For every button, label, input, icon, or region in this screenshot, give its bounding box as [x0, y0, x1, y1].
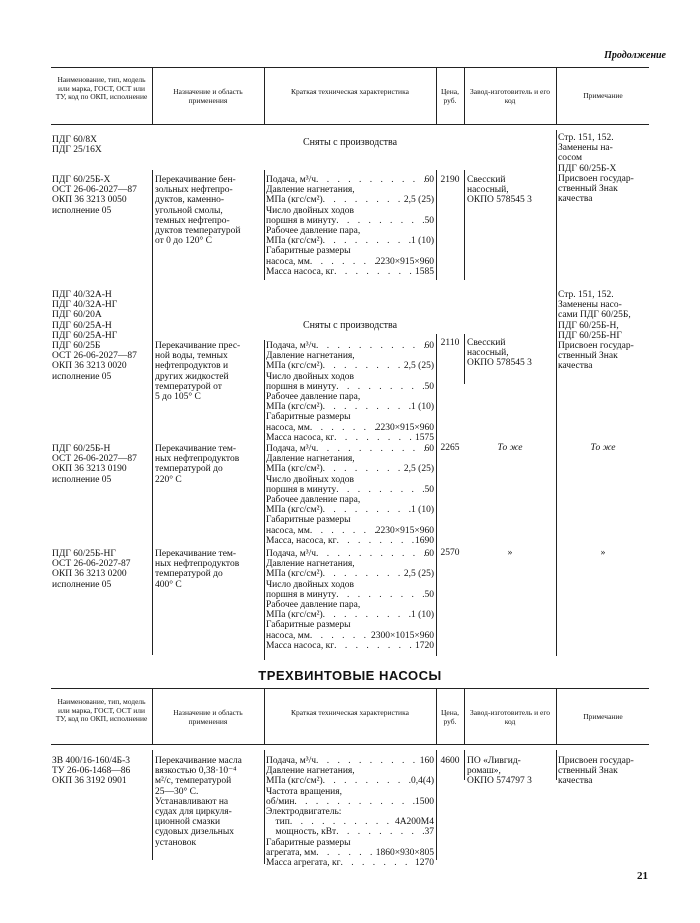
header-note: Примечание — [583, 712, 623, 721]
spec-leader-dots — [334, 641, 415, 651]
spec-leader-dots — [323, 236, 411, 246]
spec-leader-dots — [323, 505, 411, 515]
row-names: ПДГ 60/25Б-Н ОСТ 26-06-2027—87 ОКП 36 3213 0190 исполнение 05 — [52, 444, 137, 485]
spec-leader-dots — [323, 402, 411, 412]
spec-leader-dots — [323, 361, 404, 371]
spec-label: Подача, м³/ч — [266, 175, 317, 185]
rule — [51, 67, 649, 68]
spec-value: 1500 — [415, 796, 434, 807]
row-names: ПДГ 60/25Б-Х ОСТ 26-06-2027—87 ОКП 36 3213 0050 исполнение 05 — [52, 175, 137, 216]
header-name: Наименование, тип, модель или марка, ГОСТ, ОСТ или ТУ, код по ОКП, исполнение — [55, 697, 148, 723]
rule — [436, 170, 437, 280]
spec-line — [266, 838, 434, 848]
spec-leader-dots — [316, 444, 424, 454]
spec-line — [266, 817, 434, 827]
spec-leader-dots — [336, 827, 424, 837]
spec-label: Масса насоса, кг — [266, 640, 335, 651]
spec-label: МПа (кгс/см²) — [266, 505, 323, 516]
spec-value: 50 — [424, 589, 434, 600]
spec-label: Габаритные размеры — [266, 515, 351, 526]
spec-label: насоса, мм — [266, 256, 310, 267]
row-note: » — [600, 548, 606, 558]
spec-label: Число двойных ходов — [266, 474, 354, 485]
rule — [51, 688, 649, 689]
spec-value: 1585 — [415, 266, 434, 277]
spec-line — [266, 195, 434, 205]
spec-label: Давление нагнетания, — [266, 351, 355, 362]
row-note: Присвоен государ- ственный Знак качества — [558, 756, 634, 787]
spec-leader-dots — [316, 175, 424, 185]
spec-label: МПа (кгс/см²) — [266, 402, 323, 413]
spec-line — [266, 454, 434, 464]
rule — [51, 744, 649, 745]
discontinued-names: ПДГ 60/8Х ПДГ 25/16Х — [52, 135, 102, 156]
spec-value: 1860×930×805 — [375, 847, 434, 858]
spec-label: МПа (кгс/см²) — [266, 195, 323, 206]
discontinued-names: ПДГ 40/32А-Н ПДГ 40/32А-НГ ПДГ 60/20А ПДГ 60/25А-Н ПДГ 60/25А-НГ — [52, 290, 118, 341]
row-price: 2190 — [440, 175, 460, 185]
spec-value: 60 — [424, 175, 434, 185]
rule — [556, 130, 557, 656]
spec-line — [266, 267, 434, 277]
spec-label: МПа (кгс/см²) — [266, 236, 323, 247]
spec-line — [266, 827, 434, 837]
spec-label: Давление нагнетания, — [266, 559, 355, 570]
header-purpose: Назначение и область применения — [173, 87, 243, 105]
row-purpose: Перекачивание тем- ных нефтепродуктов температурой до 220° С — [155, 444, 240, 485]
spec-line — [266, 610, 434, 620]
rule — [264, 340, 265, 660]
spec-label: Габаритные размеры — [266, 837, 351, 848]
rule — [436, 334, 437, 656]
header-spec: Краткая техническая характеристика — [291, 87, 409, 96]
spec-label: Давление нагнетания, — [266, 766, 355, 777]
rule — [264, 170, 265, 280]
header-note: Примечание — [583, 91, 623, 100]
spec-leader-dots — [323, 776, 411, 786]
spec-line — [266, 246, 434, 256]
row-plant: Свесский насосный, ОКПО 578545 3 — [467, 175, 532, 206]
spec-leader-dots — [336, 382, 424, 392]
spec-line — [266, 464, 434, 474]
spec-label: Подача, м³/ч — [266, 756, 317, 766]
header-name: Наименование, тип, модель или марка, ГОСТ, ОСТ или ТУ, код по ОКП, исполнение — [55, 75, 148, 101]
spec-value: 60 — [424, 444, 434, 454]
row-purpose: Перекачивание масла вязкостью 0,38·10⁻⁴ м²/с, температурой 25—30° С. Устанавливают на судах для циркуля- ционной смазки судовых дизельных установок — [155, 756, 242, 848]
spec-label: поршня в минуту — [266, 484, 337, 495]
spec-line — [266, 505, 434, 515]
spec-value: 37 — [424, 827, 434, 838]
spec-label: Давление нагнетания, — [266, 454, 355, 465]
spec-line — [266, 569, 434, 579]
spec-label: тип — [266, 817, 290, 828]
spec-value: 2,5 (25) — [403, 195, 434, 206]
spec-line — [266, 526, 434, 536]
spec-label: поршня в минуту — [266, 215, 337, 226]
spec-line — [266, 807, 434, 817]
spec-leader-dots — [323, 569, 404, 579]
continuation-label: Продолжение — [604, 50, 666, 61]
row-note: Присвоен государ- ственный Знак качества — [558, 341, 634, 372]
spec-leader-dots — [323, 195, 404, 205]
spec-label: МПа (кгс/см²) — [266, 569, 323, 580]
spec-leader-dots — [316, 848, 376, 858]
row-price: 2570 — [440, 548, 460, 558]
spec-line — [266, 226, 434, 236]
discontinued-note: Стр. 151, 152. Заменены насо- сами ПДГ 60/25Б, ПДГ 60/25Б-Н, ПДГ 60/25Б-НГ — [558, 290, 631, 341]
spec-line — [266, 549, 434, 559]
spec-label: МПа (кгс/см²) — [266, 610, 323, 621]
spec-leader-dots — [334, 267, 415, 277]
spec-line — [266, 580, 434, 590]
row-spec — [266, 756, 434, 868]
spec-line — [266, 433, 434, 443]
header-plant: Завод-изготовитель и его код — [470, 87, 550, 105]
spec-leader-dots — [336, 590, 424, 600]
row-plant: ПО «Ливгид- ромаш», ОКПО 574797 3 — [467, 756, 532, 787]
spec-label: Давление нагнетания, — [266, 185, 355, 196]
spec-label: Подача, м³/ч — [266, 549, 317, 559]
spec-label: насоса, мм — [266, 422, 310, 433]
spec-leader-dots — [310, 423, 376, 433]
row-price: 4600 — [440, 756, 460, 766]
spec-line — [266, 444, 434, 454]
spec-line — [266, 206, 434, 216]
spec-label: агрегата, мм — [266, 847, 317, 858]
spec-label: Масса насоса, кг — [266, 266, 335, 277]
spec-label: насоса, мм — [266, 525, 310, 536]
rule — [556, 688, 557, 745]
header-spec: Краткая техническая характеристика — [291, 708, 409, 717]
row-price: 2110 — [440, 338, 460, 348]
row-price: 2265 — [440, 443, 460, 453]
spec-line — [266, 392, 434, 402]
row-purpose: Перекачивание бен- зольных нефтепро- дуктов, каменно- угольной смолы, темных нефтепро- дуктов температурой от 0 до 120° С — [155, 175, 241, 247]
spec-value: 2230×915×960 — [375, 525, 434, 536]
spec-leader-dots — [336, 485, 424, 495]
spec-leader-dots — [336, 216, 424, 226]
spec-leader-dots — [341, 858, 416, 868]
rule — [464, 67, 465, 125]
spec-label: Рабочее давление пара, — [266, 225, 361, 236]
spec-value: 50 — [424, 484, 434, 495]
spec-line — [266, 257, 434, 267]
spec-leader-dots — [316, 341, 424, 351]
spec-value: 2,5 (25) — [403, 361, 434, 372]
spec-label: Число двойных ходов — [266, 579, 354, 590]
spec-line — [266, 372, 434, 382]
spec-value: 2230×915×960 — [375, 256, 434, 267]
spec-label: Рабочее давление пара, — [266, 599, 361, 610]
spec-line — [266, 776, 434, 786]
spec-value: 50 — [424, 381, 434, 392]
spec-value: 160 — [419, 756, 434, 766]
spec-line — [266, 620, 434, 630]
spec-line — [266, 216, 434, 226]
header-price: Цена, руб. — [441, 87, 459, 105]
row-plant: Свесский насосный, ОКПО 578545 3 — [467, 338, 532, 369]
spec-label: Масса насоса, кг — [266, 432, 335, 443]
spec-label: Рабочее давление пара, — [266, 391, 361, 402]
spec-line — [266, 559, 434, 569]
spec-leader-dots — [337, 536, 416, 546]
spec-line — [266, 600, 434, 610]
spec-value: 4А200М4 — [394, 817, 434, 828]
rule — [556, 750, 557, 780]
row-names: ЗВ 400/16-160/4Б-3 ТУ 26-06-1468—86 ОКП 36 3192 0901 — [52, 756, 131, 787]
spec-line — [266, 536, 434, 546]
spec-line — [266, 402, 434, 412]
spec-line — [266, 797, 434, 807]
discontinued-note: Стр. 151, 152. Заменены на- сосом ПДГ 60/25Б-Х — [558, 133, 617, 174]
spec-label: Рабочее давление пара, — [266, 494, 361, 505]
spec-line — [266, 631, 434, 641]
spec-label: Подача, м³/ч — [266, 341, 317, 351]
spec-value: 1 (10) — [411, 236, 434, 247]
row-plant: » — [507, 548, 513, 558]
row-spec — [266, 444, 434, 546]
rule — [464, 334, 465, 384]
spec-line — [266, 848, 434, 858]
spec-line — [266, 515, 434, 525]
spec-label: поршня в минуту — [266, 589, 337, 600]
spec-line — [266, 766, 434, 776]
spec-label: Частота вращения, — [266, 786, 343, 797]
spec-leader-dots — [316, 756, 420, 766]
rule — [264, 750, 265, 864]
spec-value: 1 (10) — [411, 610, 434, 621]
spec-value: 0,4(4) — [411, 776, 434, 787]
spec-label: об/мин — [266, 796, 295, 807]
spec-value: 60 — [424, 549, 434, 559]
spec-value: 2300×1015×960 — [371, 630, 434, 641]
spec-value: 1575 — [415, 432, 434, 443]
spec-label: Подача, м³/ч — [266, 444, 317, 454]
rule — [152, 67, 153, 125]
header-plant: Завод-изготовитель и его код — [470, 708, 550, 726]
spec-value: 2,5 (25) — [403, 464, 434, 475]
spec-line — [266, 641, 434, 651]
spec-label: МПа (кгс/см²) — [266, 464, 323, 475]
spec-line — [266, 185, 434, 195]
discontinued-banner: Сняты с производства — [302, 137, 398, 148]
spec-label: Масса агрегата, кг — [266, 857, 341, 868]
spec-leader-dots — [290, 817, 395, 827]
row-note: То же — [590, 443, 616, 453]
spec-line — [266, 361, 434, 371]
spec-value: 1 (10) — [411, 505, 434, 516]
rule — [264, 688, 265, 745]
discontinued-banner: Сняты с производства — [302, 320, 398, 331]
spec-value: 1720 — [415, 640, 434, 651]
spec-line — [266, 590, 434, 600]
spec-line — [266, 412, 434, 422]
spec-value: 2,5 (25) — [403, 569, 434, 580]
row-note: Присвоен государ- ственный Знак качества — [558, 174, 634, 205]
rule — [556, 67, 557, 125]
row-purpose: Перекачивание тем- ных нефтепродуктов температурой до 400° С — [155, 549, 240, 590]
row-names: ПДГ 60/25Б-НГ ОСТ 26-06-2027-87 ОКП 36 3213 0200 исполнение 05 — [52, 549, 131, 590]
spec-label: Масса, насоса, кг — [266, 535, 337, 546]
rule — [152, 750, 153, 860]
row-purpose: Перекачивание прес- ной воды, темных нефтепродуктов и других жидкостей температурой от 5 до 105° С — [155, 341, 241, 403]
spec-line — [266, 495, 434, 505]
spec-label: Электродвигатель: — [266, 806, 342, 817]
rule — [464, 170, 465, 280]
spec-line — [266, 175, 434, 185]
spec-value: 1 (10) — [411, 402, 434, 413]
rule — [152, 170, 153, 655]
spec-line — [266, 485, 434, 495]
spec-leader-dots — [310, 526, 376, 536]
spec-label: насоса, мм — [266, 630, 310, 641]
spec-leader-dots — [323, 610, 411, 620]
row-names: ПДГ 60/25Б ОСТ 26-06-2027—87 ОКП 36 3213 0020 исполнение 05 — [52, 341, 137, 382]
spec-label: Число двойных ходов — [266, 371, 354, 382]
spec-leader-dots — [334, 433, 415, 443]
spec-label: Число двойных ходов — [266, 205, 354, 216]
spec-leader-dots — [310, 631, 371, 641]
row-spec — [266, 549, 434, 651]
spec-label: МПа (кгс/см²) — [266, 776, 323, 787]
rule — [152, 688, 153, 745]
rule — [464, 750, 465, 780]
spec-label: поршня в минуту — [266, 381, 337, 392]
spec-value: 60 — [424, 341, 434, 351]
spec-label: МПа (кгс/см²) — [266, 361, 323, 372]
spec-line — [266, 351, 434, 361]
spec-label: Габаритные размеры — [266, 620, 351, 631]
section-title: ТРЕХВИНТОВЫЕ НАСОСЫ — [258, 668, 442, 683]
row-plant: То же — [497, 443, 523, 453]
row-spec — [266, 341, 434, 443]
spec-label: Габаритные размеры — [266, 246, 351, 257]
spec-label: Габаритные размеры — [266, 412, 351, 423]
rule — [464, 688, 465, 745]
spec-value: 1270 — [415, 857, 434, 868]
rule — [264, 67, 265, 125]
page-number: 21 — [637, 870, 648, 882]
row-spec — [266, 175, 434, 277]
rule — [51, 124, 649, 125]
spec-line — [266, 236, 434, 246]
spec-value: 50 — [424, 215, 434, 226]
spec-value: 2230×915×960 — [375, 422, 434, 433]
spec-line — [266, 858, 434, 868]
spec-leader-dots — [294, 797, 415, 807]
spec-leader-dots — [316, 549, 424, 559]
spec-line — [266, 756, 434, 766]
spec-label: мощность, кВт — [266, 827, 337, 838]
spec-line — [266, 475, 434, 485]
spec-line — [266, 341, 434, 351]
header-price: Цена, руб. — [441, 708, 459, 726]
header-purpose: Назначение и область применения — [173, 708, 243, 726]
spec-leader-dots — [310, 257, 376, 267]
spec-line — [266, 423, 434, 433]
rule — [436, 750, 437, 860]
spec-value: 1690 — [415, 535, 434, 546]
spec-line — [266, 382, 434, 392]
spec-line — [266, 787, 434, 797]
spec-leader-dots — [323, 464, 404, 474]
